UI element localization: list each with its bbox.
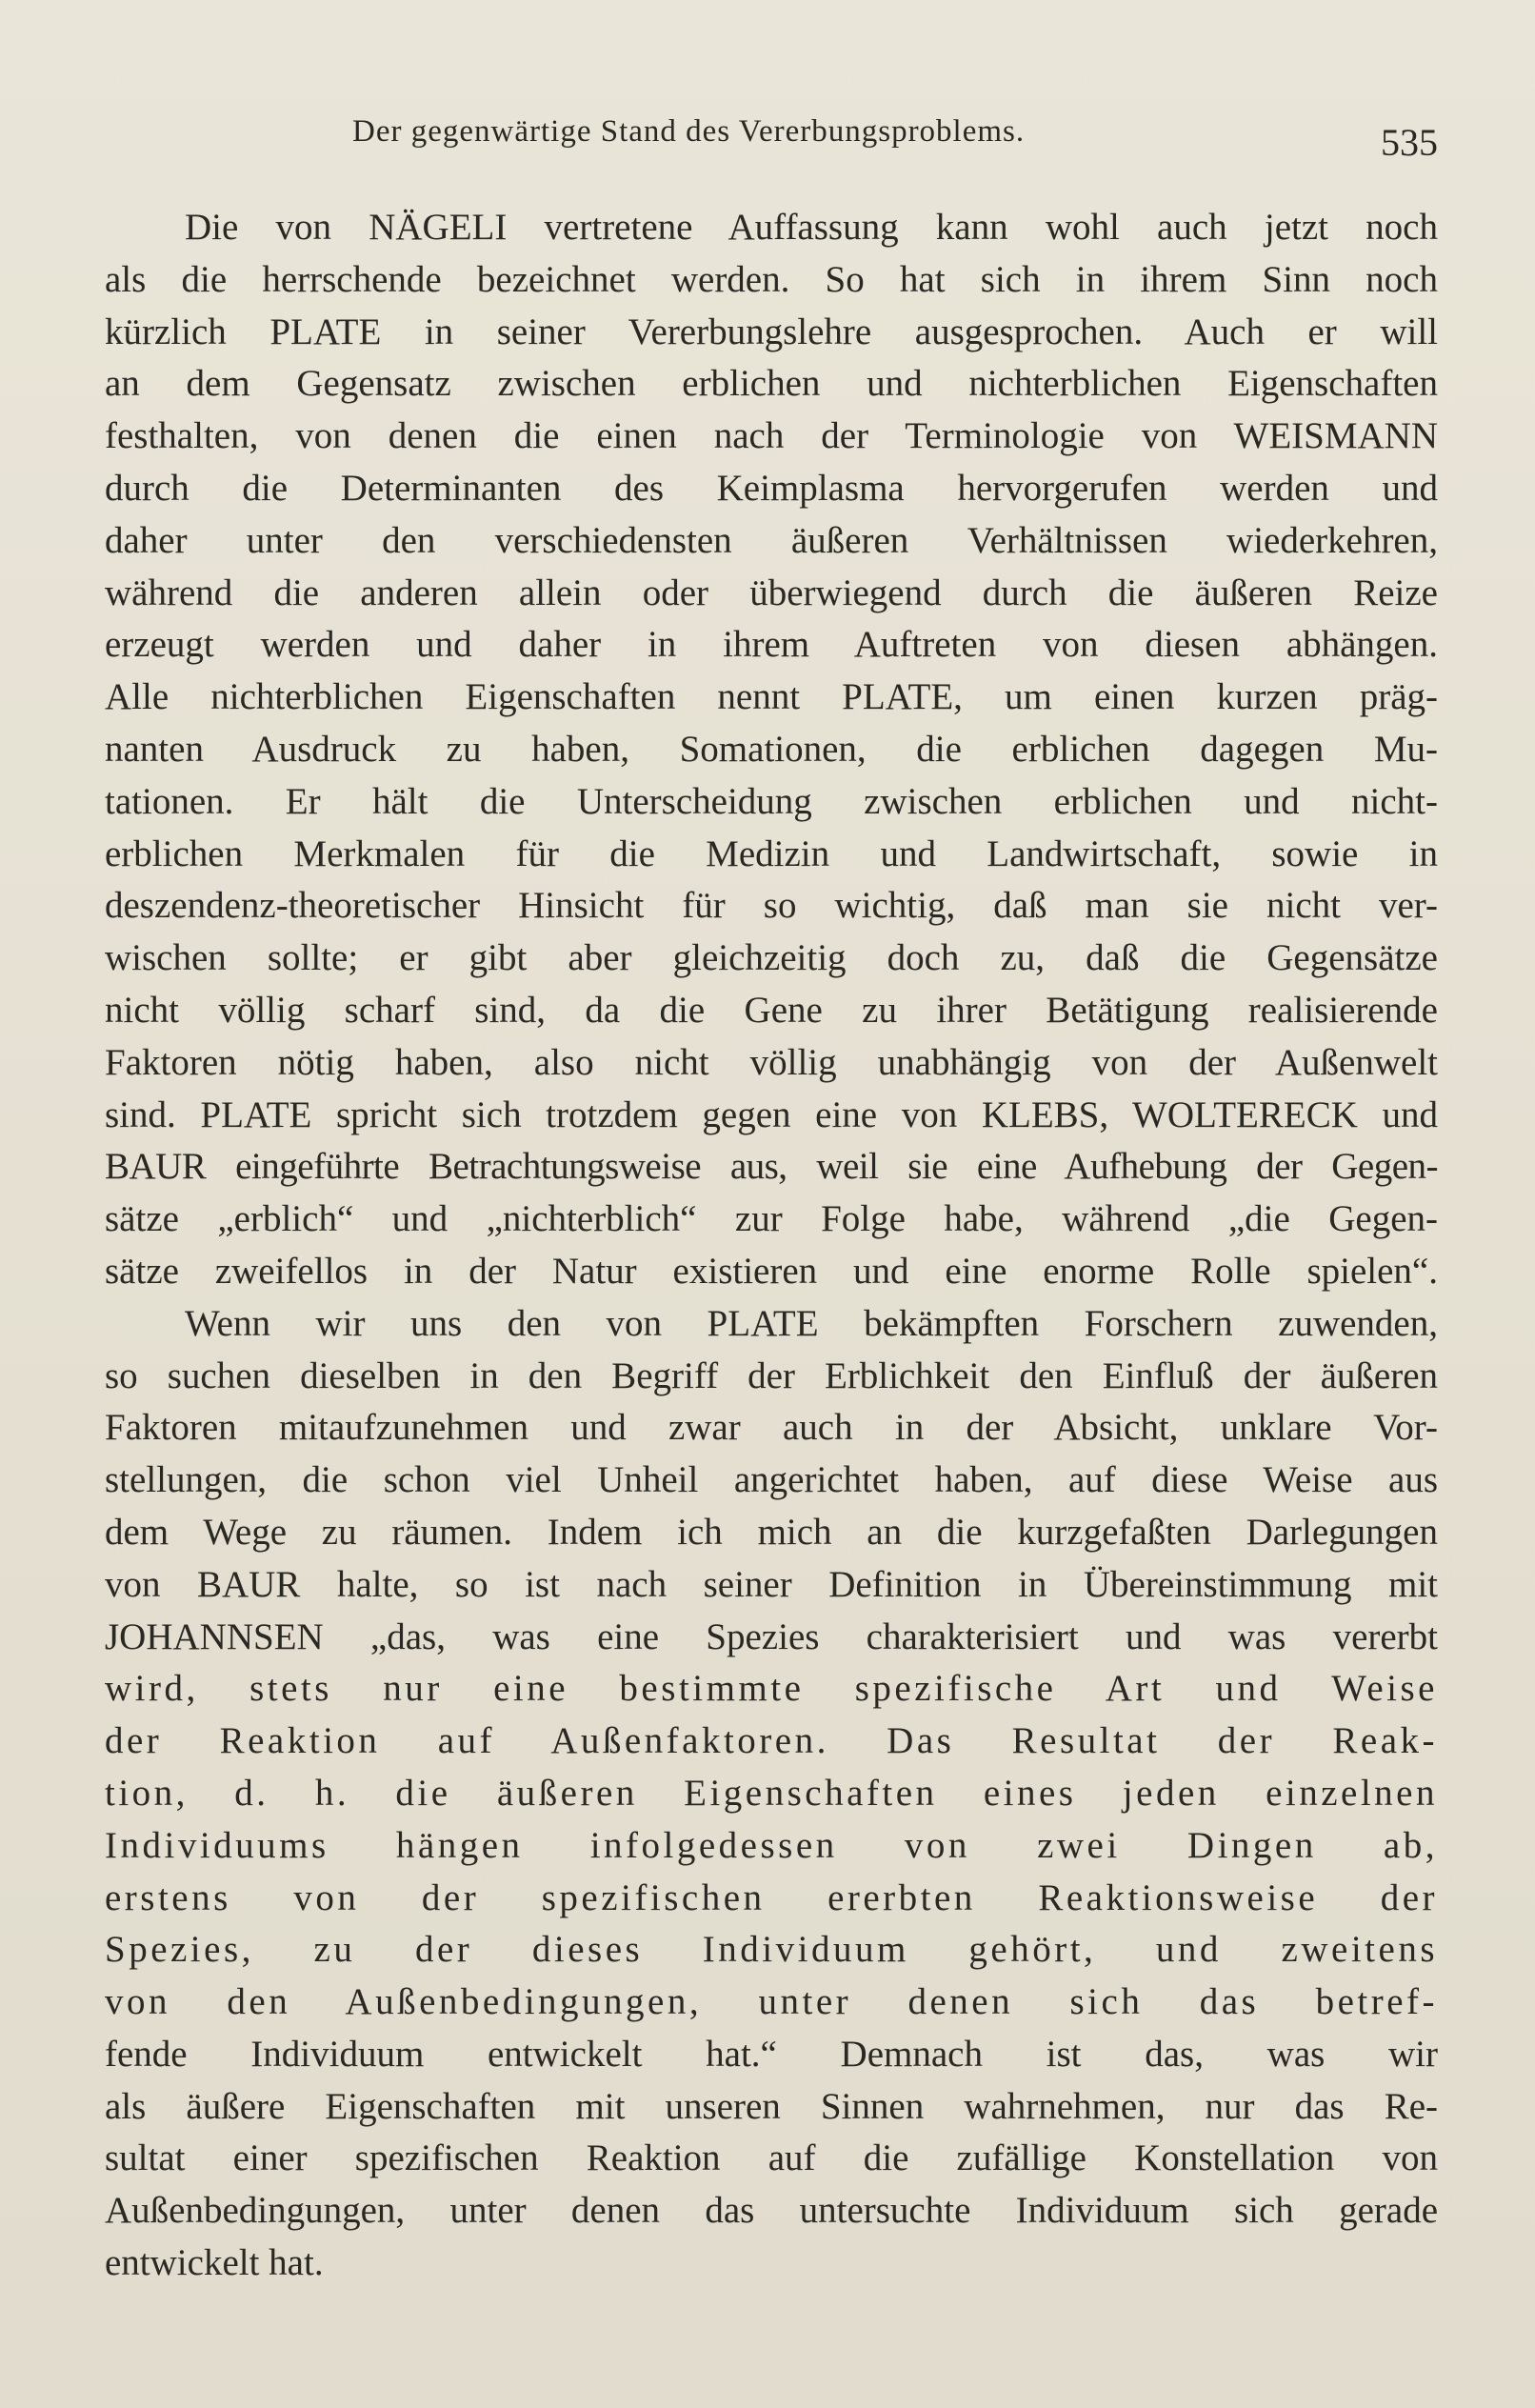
text-line: der Reaktion auf Außenfaktoren. Das Resultat der Reak-	[105, 1720, 1438, 1762]
text-line: BAUR eingeführte Betrachtungsweise aus, weil sie eine Aufhebung der Gegen-	[105, 1146, 1438, 1188]
text-line: stellungen, die schon viel Unheil angerichtet haben, auf diese Weise aus	[105, 1459, 1438, 1501]
text-line: so suchen dieselben in den Begriff der Erblichkeit den Einfluß der äußeren	[105, 1354, 1438, 1396]
page-number: 535	[1381, 121, 1438, 164]
text-line: durch die Determinanten des Keimplasma hervorgerufen werden und	[105, 467, 1438, 509]
text-line: als äußere Eigenschaften mit unseren Sinnen wahrnehmen, nur das Re-	[105, 2085, 1438, 2127]
text-line: Alle nichterblichen Eigenschaften nennt PLATE, um einen kurzen präg-	[105, 676, 1438, 718]
text-line: deszendenz-theoretischer Hinsicht für so wichtig, daß man sie nicht ver-	[105, 885, 1438, 927]
text-line: an dem Gegensatz zwischen erblichen und nichterblichen Eigenschaften	[105, 363, 1438, 405]
text-line: von BAUR halte, so ist nach seiner Definition in Übereinstimmung mit	[105, 1563, 1438, 1605]
text-line: fende Individuum entwickelt hat.“ Demnach ist das, was wir	[105, 2033, 1438, 2075]
text-line: Faktoren nötig haben, also nicht völlig unabhängig von der Außenwelt	[105, 1041, 1438, 1083]
text-line: Außenbedingungen, unter denen das untersuchte Individuum sich gerade	[105, 2190, 1438, 2232]
text-line: tationen. Er hält die Unterscheidung zwischen erblichen und nicht-	[105, 780, 1438, 822]
page-header	[105, 107, 1438, 164]
text-line: sultat einer spezifischen Reaktion auf die zufällige Konstellation von	[105, 2137, 1438, 2179]
text-line: von den Außenbedingungen, unter denen sich das betref-	[105, 1981, 1438, 2023]
text-line: erblichen Merkmalen für die Medizin und Landwirtschaft, sowie in	[105, 833, 1438, 874]
text-line: erstens von der spezifischen ererbten Reaktionsweise der	[105, 1876, 1438, 1918]
text-line: wischen sollte; er gibt aber gleichzeitig doch zu, daß die Gegensätze	[105, 937, 1438, 979]
text-line: tion, d. h. die äußeren Eigenschaften eines jeden einzelnen	[105, 1772, 1438, 1814]
text-line: wird, stets nur eine bestimmte spezifische Art und Weise	[105, 1668, 1438, 1710]
text-line: als die herrschende bezeichnet werden. So hat sich in ihrem Sinn noch	[105, 258, 1438, 300]
text-line: Die von NÄGELI vertretene Auffassung kann wohl auch jetzt noch	[185, 207, 1438, 248]
text-line: festhalten, von denen die einen nach der Terminologie von WEISMANN	[105, 415, 1438, 457]
running-head: Der gegenwärtige Stand des Vererbungsproblems.	[352, 114, 1026, 149]
body-text	[105, 202, 1438, 2290]
text-line: JOHANNSEN „das, was eine Spezies charakterisiert und was vererbt	[105, 1615, 1438, 1657]
text-line: sind. PLATE spricht sich trotzdem gegen eine von KLEBS, WOLTERECK und	[105, 1094, 1438, 1135]
text-line: kürzlich PLATE in seiner Vererbungslehre ausgesprochen. Auch er will	[105, 311, 1438, 352]
text-line: nicht völlig scharf sind, da die Gene zu ihrer Betätigung realisierende	[105, 989, 1438, 1031]
text-line: Wenn wir uns den von PLATE bekämpften Forschern zuwenden,	[185, 1302, 1438, 1344]
text-line: Spezies, zu der dieses Individuum gehört, und zweitens	[105, 1929, 1438, 1971]
text-line: Faktoren mitaufzunehmen und zwar auch in der Absicht, unklare Vor-	[105, 1407, 1438, 1449]
text-line: Individuums hängen infolgedessen von zwei Dingen ab,	[105, 1824, 1438, 1866]
text-line: erzeugt werden und daher in ihrem Auftreten von diesen abhängen.	[105, 624, 1438, 666]
text-line: während die anderen allein oder überwiegend durch die äußeren Reize	[105, 572, 1438, 613]
text-line: nanten Ausdruck zu haben, Somationen, die erblichen dagegen Mu-	[105, 728, 1438, 770]
text-line: daher unter den verschiedensten äußeren Verhältnissen wiederkehren,	[105, 519, 1438, 561]
text-line: entwickelt hat.	[105, 2242, 324, 2284]
text-line: dem Wege zu räumen. Indem ich mich an die kurzgefaßten Darlegungen	[105, 1511, 1438, 1553]
text-line: sätze „erblich“ und „nichterblich“ zur Folge habe, während „die Gegen-	[105, 1198, 1438, 1240]
text-line: sätze zweifellos in der Natur existieren und eine enorme Rolle spielen“.	[105, 1250, 1438, 1292]
